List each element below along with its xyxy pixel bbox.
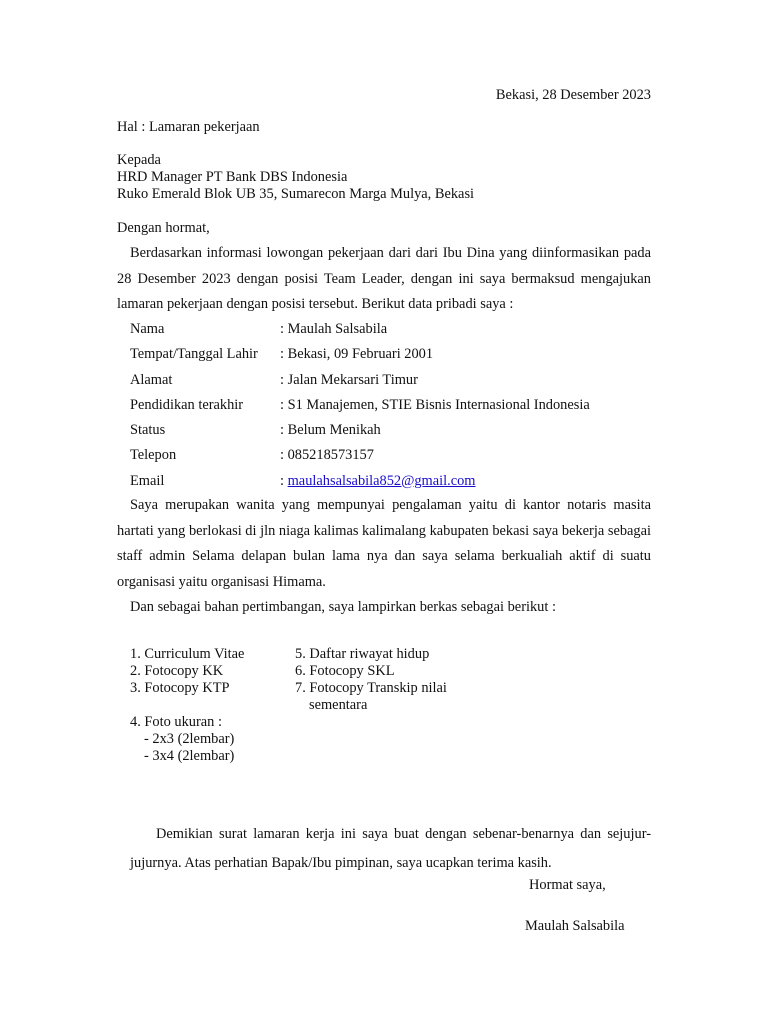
intro-paragraph: Berdasarkan informasi lowongan pekerjaan dari dari Ibu Dina yang diinformasikan pada 28 Desember 2023 dengan posisi Team Leader, dengan ini saya bermaksud mengajukan lamaran pekerjaan dengan posisi tersebut. Berikut data pribadi saya : — [117, 245, 651, 312]
data-label: Telepon — [130, 447, 177, 464]
attachment-item: 7. Fotocopy Transkip nilai — [295, 680, 447, 696]
attachment-subitem: - 2x3 (2lembar) — [144, 731, 235, 747]
attachments-intro: Dan sebagai bahan pertimbangan, saya lampirkan berkas sebagai berikut : — [130, 599, 556, 615]
data-label: Nama — [130, 321, 165, 337]
attachment-item: 1. Curriculum Vitae — [130, 646, 245, 662]
data-value: : Belum Menikah — [280, 422, 381, 439]
attachment-item: 5. Daftar riwayat hidup — [295, 646, 430, 662]
list-spacer — [130, 697, 244, 714]
attachment-item: 6. Fotocopy SKL — [295, 663, 395, 679]
letter-subject: Hal : Lamaran pekerjaan — [117, 119, 260, 135]
email-prefix: : — [280, 472, 288, 489]
data-value — [280, 470, 476, 492]
attachment-item-continuation: sementara — [309, 697, 368, 713]
data-value: : Jalan Mekarsari Timur — [280, 371, 418, 388]
attachments-column-right — [295, 646, 447, 714]
attachments-column-left — [130, 646, 244, 765]
attachment-item: 2. Fotocopy KK — [130, 663, 224, 679]
letter-date: Bekasi, 28 Desember 2023 — [495, 87, 651, 103]
data-value: : S1 Manajemen, STIE Bisnis Internasional Indonesia — [280, 396, 590, 413]
attachment-item: 4. Foto ukuran : — [130, 714, 222, 730]
salutation: Dengan hormat, — [117, 220, 210, 236]
attachment-item: 3. Fotocopy KTP — [130, 680, 230, 696]
data-label: Pendidikan terakhir — [130, 396, 244, 413]
data-label: Tempat/Tanggal Lahir — [130, 346, 258, 363]
data-label: Email — [130, 472, 165, 489]
experience-paragraph: Saya merupakan wanita yang mempunyai pengalaman yaitu di kantor notaris masita hartati yang berlokasi di jln niaga kalimas kalimalang kabupaten bekasi saya bekerja sebagai staff admin Selama delapan bulan lama nya dan saya selama berkualiah aktif di suatu organisasi yaitu organisasi Himama. — [117, 497, 651, 590]
closing-paragraph: Demikian surat lamaran kerja ini saya buat dengan sebenar-benarnya dan sejujur-jujurnya. Atas perhatian Bapak/Ibu pimpinan, saya ucapkan terima kasih. — [130, 826, 651, 871]
regards: Hormat saya, — [529, 877, 606, 893]
data-label: Alamat — [130, 371, 173, 388]
recipient-block — [117, 152, 474, 203]
data-value: : Bekasi, 09 Februari 2001 — [280, 346, 434, 363]
attachment-subitem: - 3x4 (2lembar) — [144, 748, 235, 764]
data-value: : 085218573157 — [280, 447, 374, 464]
email-link[interactable]: maulahsalsabila852@gmail.com — [287, 472, 476, 489]
recipient-name: HRD Manager PT Bank DBS Indonesia — [117, 169, 348, 185]
signature-name: Maulah Salsabila — [525, 918, 625, 934]
data-value: : Maulah Salsabila — [280, 321, 388, 337]
recipient-to: Kepada — [117, 152, 161, 168]
data-label: Status — [130, 422, 166, 439]
recipient-address: Ruko Emerald Blok UB 35, Sumarecon Marga Mulya, Bekasi — [117, 186, 475, 202]
